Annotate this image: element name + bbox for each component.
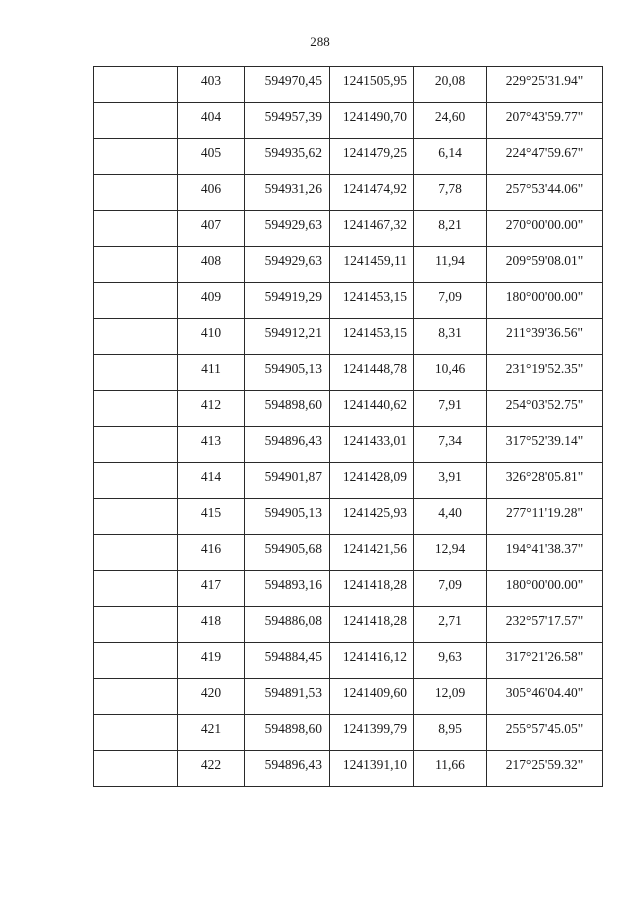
x-coordinate-cell: 594898,60 [245,715,330,751]
x-coordinate-cell: 594896,43 [245,427,330,463]
table-row [94,283,603,319]
row-blank-cell [94,679,178,715]
y-coordinate-cell: 1241409,60 [330,679,414,715]
point-number-cell: 408 [178,247,245,283]
row-blank-cell [94,319,178,355]
segment-length-cell: 24,60 [414,103,487,139]
x-coordinate-cell: 594919,29 [245,283,330,319]
segment-length-cell: 8,21 [414,211,487,247]
y-coordinate-cell: 1241479,25 [330,139,414,175]
segment-length-cell: 3,91 [414,463,487,499]
segment-length-cell: 20,08 [414,67,487,103]
point-number-cell: 404 [178,103,245,139]
row-blank-cell [94,715,178,751]
table-row [94,679,603,715]
row-blank-cell [94,355,178,391]
table-row [94,427,603,463]
row-blank-cell [94,463,178,499]
y-coordinate-cell: 1241418,28 [330,571,414,607]
row-blank-cell [94,751,178,787]
row-blank-cell [94,139,178,175]
segment-length-cell: 10,46 [414,355,487,391]
y-coordinate-cell: 1241440,62 [330,391,414,427]
point-number-cell: 418 [178,607,245,643]
direction-angle-cell: 231°19'52.35" [487,355,603,391]
y-coordinate-cell: 1241399,79 [330,715,414,751]
direction-angle-cell: 277°11'19.28" [487,499,603,535]
y-coordinate-cell: 1241448,78 [330,355,414,391]
x-coordinate-cell: 594929,63 [245,211,330,247]
direction-angle-cell: 255°57'45.05" [487,715,603,751]
y-coordinate-cell: 1241474,92 [330,175,414,211]
point-number-cell: 417 [178,571,245,607]
direction-angle-cell: 317°52'39.14" [487,427,603,463]
y-coordinate-cell: 1241467,32 [330,211,414,247]
segment-length-cell: 12,09 [414,679,487,715]
segment-length-cell: 12,94 [414,535,487,571]
y-coordinate-cell: 1241421,56 [330,535,414,571]
direction-angle-cell: 229°25'31.94" [487,67,603,103]
x-coordinate-cell: 594970,45 [245,67,330,103]
y-coordinate-cell: 1241453,15 [330,319,414,355]
row-blank-cell [94,427,178,463]
y-coordinate-cell: 1241391,10 [330,751,414,787]
point-number-cell: 419 [178,643,245,679]
table-row [94,571,603,607]
row-blank-cell [94,175,178,211]
table-row [94,607,603,643]
table-row [94,67,603,103]
y-coordinate-cell: 1241433,01 [330,427,414,463]
table-row [94,355,603,391]
segment-length-cell: 7,09 [414,283,487,319]
row-blank-cell [94,607,178,643]
segment-length-cell: 2,71 [414,607,487,643]
row-blank-cell [94,643,178,679]
segment-length-cell: 8,31 [414,319,487,355]
direction-angle-cell: 257°53'44.06" [487,175,603,211]
row-blank-cell [94,499,178,535]
row-blank-cell [94,283,178,319]
x-coordinate-cell: 594896,43 [245,751,330,787]
x-coordinate-cell: 594891,53 [245,679,330,715]
segment-length-cell: 11,66 [414,751,487,787]
x-coordinate-cell: 594905,13 [245,355,330,391]
segment-length-cell: 7,09 [414,571,487,607]
y-coordinate-cell: 1241418,28 [330,607,414,643]
segment-length-cell: 11,94 [414,247,487,283]
direction-angle-cell: 317°21'26.58" [487,643,603,679]
segment-length-cell: 7,34 [414,427,487,463]
y-coordinate-cell: 1241505,95 [330,67,414,103]
x-coordinate-cell: 594905,68 [245,535,330,571]
point-number-cell: 416 [178,535,245,571]
point-number-cell: 410 [178,319,245,355]
table-row [94,211,603,247]
x-coordinate-cell: 594893,16 [245,571,330,607]
y-coordinate-cell: 1241425,93 [330,499,414,535]
table-row [94,715,603,751]
table-row [94,139,603,175]
direction-angle-cell: 180°00'00.00" [487,283,603,319]
y-coordinate-cell: 1241416,12 [330,643,414,679]
x-coordinate-cell: 594901,87 [245,463,330,499]
point-number-cell: 403 [178,67,245,103]
table-row [94,247,603,283]
x-coordinate-cell: 594886,08 [245,607,330,643]
table-row [94,751,603,787]
row-blank-cell [94,535,178,571]
segment-length-cell: 9,63 [414,643,487,679]
point-number-cell: 405 [178,139,245,175]
point-number-cell: 415 [178,499,245,535]
coordinates-table-body [94,67,603,787]
y-coordinate-cell: 1241459,11 [330,247,414,283]
table-row [94,175,603,211]
row-blank-cell [94,67,178,103]
point-number-cell: 422 [178,751,245,787]
row-blank-cell [94,211,178,247]
point-number-cell: 406 [178,175,245,211]
table-row [94,319,603,355]
x-coordinate-cell: 594957,39 [245,103,330,139]
x-coordinate-cell: 594912,21 [245,319,330,355]
x-coordinate-cell: 594931,26 [245,175,330,211]
point-number-cell: 411 [178,355,245,391]
table-row [94,499,603,535]
point-number-cell: 414 [178,463,245,499]
segment-length-cell: 8,95 [414,715,487,751]
segment-length-cell: 6,14 [414,139,487,175]
y-coordinate-cell: 1241428,09 [330,463,414,499]
x-coordinate-cell: 594898,60 [245,391,330,427]
direction-angle-cell: 207°43'59.77" [487,103,603,139]
direction-angle-cell: 270°00'00.00" [487,211,603,247]
point-number-cell: 421 [178,715,245,751]
row-blank-cell [94,571,178,607]
direction-angle-cell: 180°00'00.00" [487,571,603,607]
point-number-cell: 420 [178,679,245,715]
direction-angle-cell: 232°57'17.57" [487,607,603,643]
row-blank-cell [94,391,178,427]
segment-length-cell: 4,40 [414,499,487,535]
table-row [94,103,603,139]
direction-angle-cell: 211°39'36.56" [487,319,603,355]
table-row [94,463,603,499]
segment-length-cell: 7,78 [414,175,487,211]
table-row [94,391,603,427]
coordinates-table [93,66,603,787]
page-number: 288 [310,34,330,49]
x-coordinate-cell: 594905,13 [245,499,330,535]
segment-length-cell: 7,91 [414,391,487,427]
row-blank-cell [94,247,178,283]
x-coordinate-cell: 594884,45 [245,643,330,679]
y-coordinate-cell: 1241453,15 [330,283,414,319]
direction-angle-cell: 305°46'04.40" [487,679,603,715]
direction-angle-cell: 209°59'08.01" [487,247,603,283]
direction-angle-cell: 224°47'59.67" [487,139,603,175]
x-coordinate-cell: 594929,63 [245,247,330,283]
point-number-cell: 407 [178,211,245,247]
direction-angle-cell: 194°41'38.37" [487,535,603,571]
direction-angle-cell: 326°28'05.81" [487,463,603,499]
table-row [94,535,603,571]
point-number-cell: 412 [178,391,245,427]
point-number-cell: 409 [178,283,245,319]
x-coordinate-cell: 594935,62 [245,139,330,175]
direction-angle-cell: 254°03'52.75" [487,391,603,427]
row-blank-cell [94,103,178,139]
point-number-cell: 413 [178,427,245,463]
y-coordinate-cell: 1241490,70 [330,103,414,139]
table-row [94,643,603,679]
direction-angle-cell: 217°25'59.32" [487,751,603,787]
